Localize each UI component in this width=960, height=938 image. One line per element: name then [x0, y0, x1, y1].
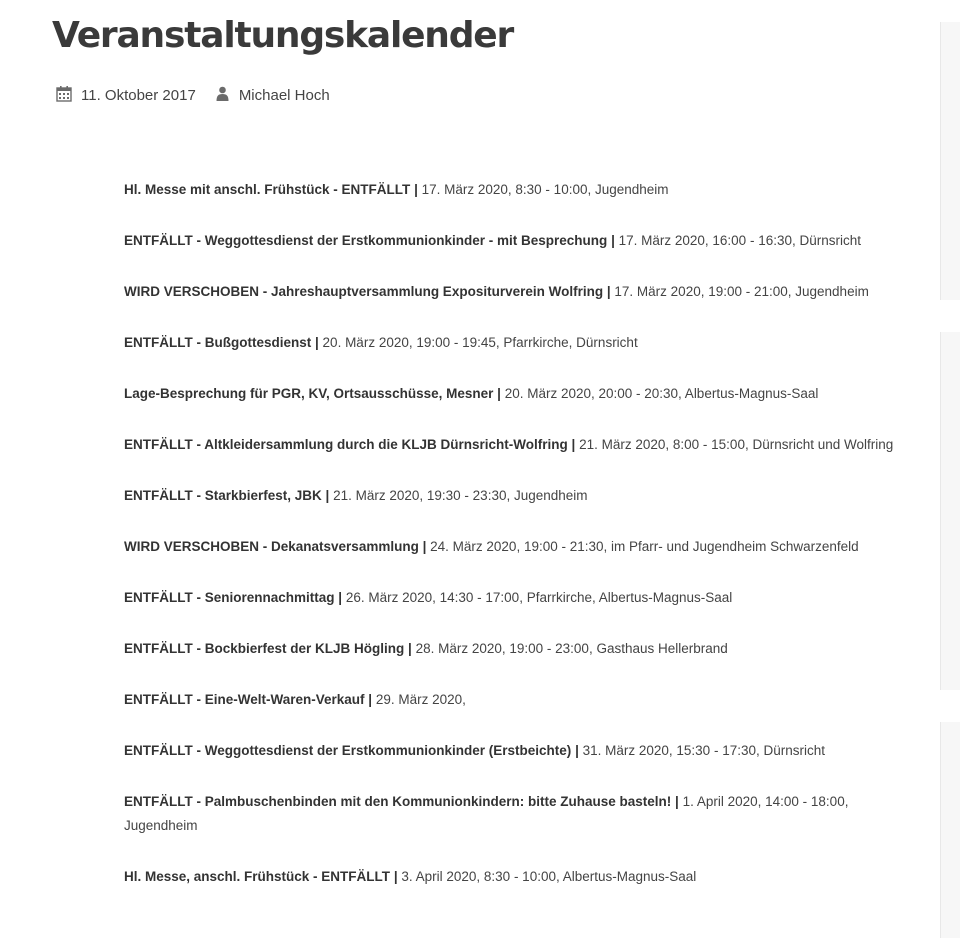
event-title-link[interactable]: WIRD VERSCHOBEN - Dekanatsversammlung [124, 539, 419, 554]
event-item [124, 637, 914, 661]
event-separator: | [368, 692, 373, 707]
event-separator: | [571, 437, 576, 452]
event-title-link[interactable]: ENTFÄLLT - Seniorennachmittag [124, 590, 335, 605]
event-separator: | [606, 284, 611, 299]
event-title-link[interactable]: ENTFÄLLT - Eine-Welt-Waren-Verkauf [124, 692, 365, 707]
event-separator: | [338, 590, 343, 605]
event-title-link[interactable]: ENTFÄLLT - Weggottesdienst der Erstkommunionkinder - mit Besprechung [124, 233, 608, 248]
event-item [124, 331, 914, 355]
event-details: 31. März 2020, 15:30 - 17:30, Dürnsricht [582, 743, 825, 758]
event-item [124, 178, 914, 202]
event-title-link[interactable]: ENTFÄLLT - Bockbierfest der KLJB Högling [124, 641, 405, 656]
event-separator: | [315, 335, 319, 350]
event-separator: | [611, 233, 615, 248]
event-item [124, 790, 914, 838]
event-separator: | [325, 488, 330, 503]
event-separator: | [675, 794, 679, 809]
event-item [124, 484, 914, 508]
event-title-link[interactable]: WIRD VERSCHOBEN - Jahreshauptversammlung Expositurverein Wolfring [124, 284, 604, 299]
event-details: 1. April 2020, 14:00 - 18:00, Jugendheim [124, 794, 849, 833]
event-item [124, 739, 914, 763]
event-title-link[interactable]: ENTFÄLLT - Starkbierfest, JBK [124, 488, 322, 503]
event-item [124, 586, 914, 610]
event-separator: | [422, 539, 427, 554]
event-item [124, 382, 914, 406]
post-meta [56, 85, 330, 106]
event-list [124, 178, 914, 916]
post-date-link[interactable]: 11. Oktober 2017 [81, 87, 196, 104]
event-item [124, 280, 914, 304]
sidebar-widget [940, 722, 960, 938]
event-item [124, 433, 914, 457]
event-separator: | [393, 869, 398, 884]
event-title-link[interactable]: ENTFÄLLT - Palmbuschenbinden mit den Kommunionkindern: bitte Zuhause basteln! [124, 794, 672, 809]
event-details: 28. März 2020, 19:00 - 23:00, Gasthaus Hellerbrand [415, 641, 728, 656]
event-item [124, 229, 914, 253]
event-details: 17. März 2020, 16:00 - 16:30, Dürnsricht [618, 233, 861, 248]
event-title-link[interactable]: Lage-Besprechung für PGR, KV, Ortsausschüsse, Mesner [124, 386, 494, 401]
event-separator: | [575, 743, 579, 758]
event-title-link[interactable]: ENTFÄLLT - Weggottesdienst der Erstkommunionkinder (Erstbeichte) [124, 743, 572, 758]
event-details: 21. März 2020, 19:30 - 23:30, Jugendheim [333, 488, 588, 503]
event-item [124, 865, 914, 889]
event-item [124, 535, 914, 559]
sidebar-widget [940, 332, 960, 690]
event-item [124, 688, 914, 712]
sidebar-widget [940, 22, 960, 300]
event-details: 3. April 2020, 8:30 - 10:00, Albertus-Magnus-Saal [401, 869, 697, 884]
user-icon [216, 86, 229, 105]
event-title-link[interactable]: ENTFÄLLT - Bußgottesdienst [124, 335, 312, 350]
event-details: 21. März 2020, 8:00 - 15:00, Dürnsricht und Wolfring [579, 437, 894, 452]
event-title-link[interactable]: Hl. Messe mit anschl. Frühstück - ENTFÄLLT [124, 182, 411, 197]
event-details: 26. März 2020, 14:30 - 17:00, Pfarrkirche, Albertus-Magnus-Saal [345, 590, 733, 605]
event-details: 17. März 2020, 19:00 - 21:00, Jugendheim [614, 284, 869, 299]
event-separator: | [408, 641, 412, 656]
event-details: 20. März 2020, 20:00 - 20:30, Albertus-Magnus-Saal [504, 386, 819, 401]
calendar-icon [56, 85, 72, 106]
event-separator: | [414, 182, 418, 197]
event-details: 24. März 2020, 19:00 - 21:30, im Pfarr- und Jugendheim Schwarzenfeld [430, 539, 859, 554]
page-title: Veranstaltungskalender [52, 15, 514, 56]
event-details: 17. März 2020, 8:30 - 10:00, Jugendheim [421, 182, 669, 197]
event-details: 20. März 2020, 19:00 - 19:45, Pfarrkirche, Dürnsricht [322, 335, 638, 350]
event-separator: | [497, 386, 501, 401]
event-title-link[interactable]: ENTFÄLLT - Altkleidersammlung durch die KLJB Dürnsricht-Wolfring [124, 437, 568, 452]
post-author-link[interactable]: Michael Hoch [238, 87, 330, 104]
event-details: 29. März 2020, [375, 692, 466, 707]
event-title-link[interactable]: Hl. Messe, anschl. Frühstück - ENTFÄLLT [124, 869, 391, 884]
